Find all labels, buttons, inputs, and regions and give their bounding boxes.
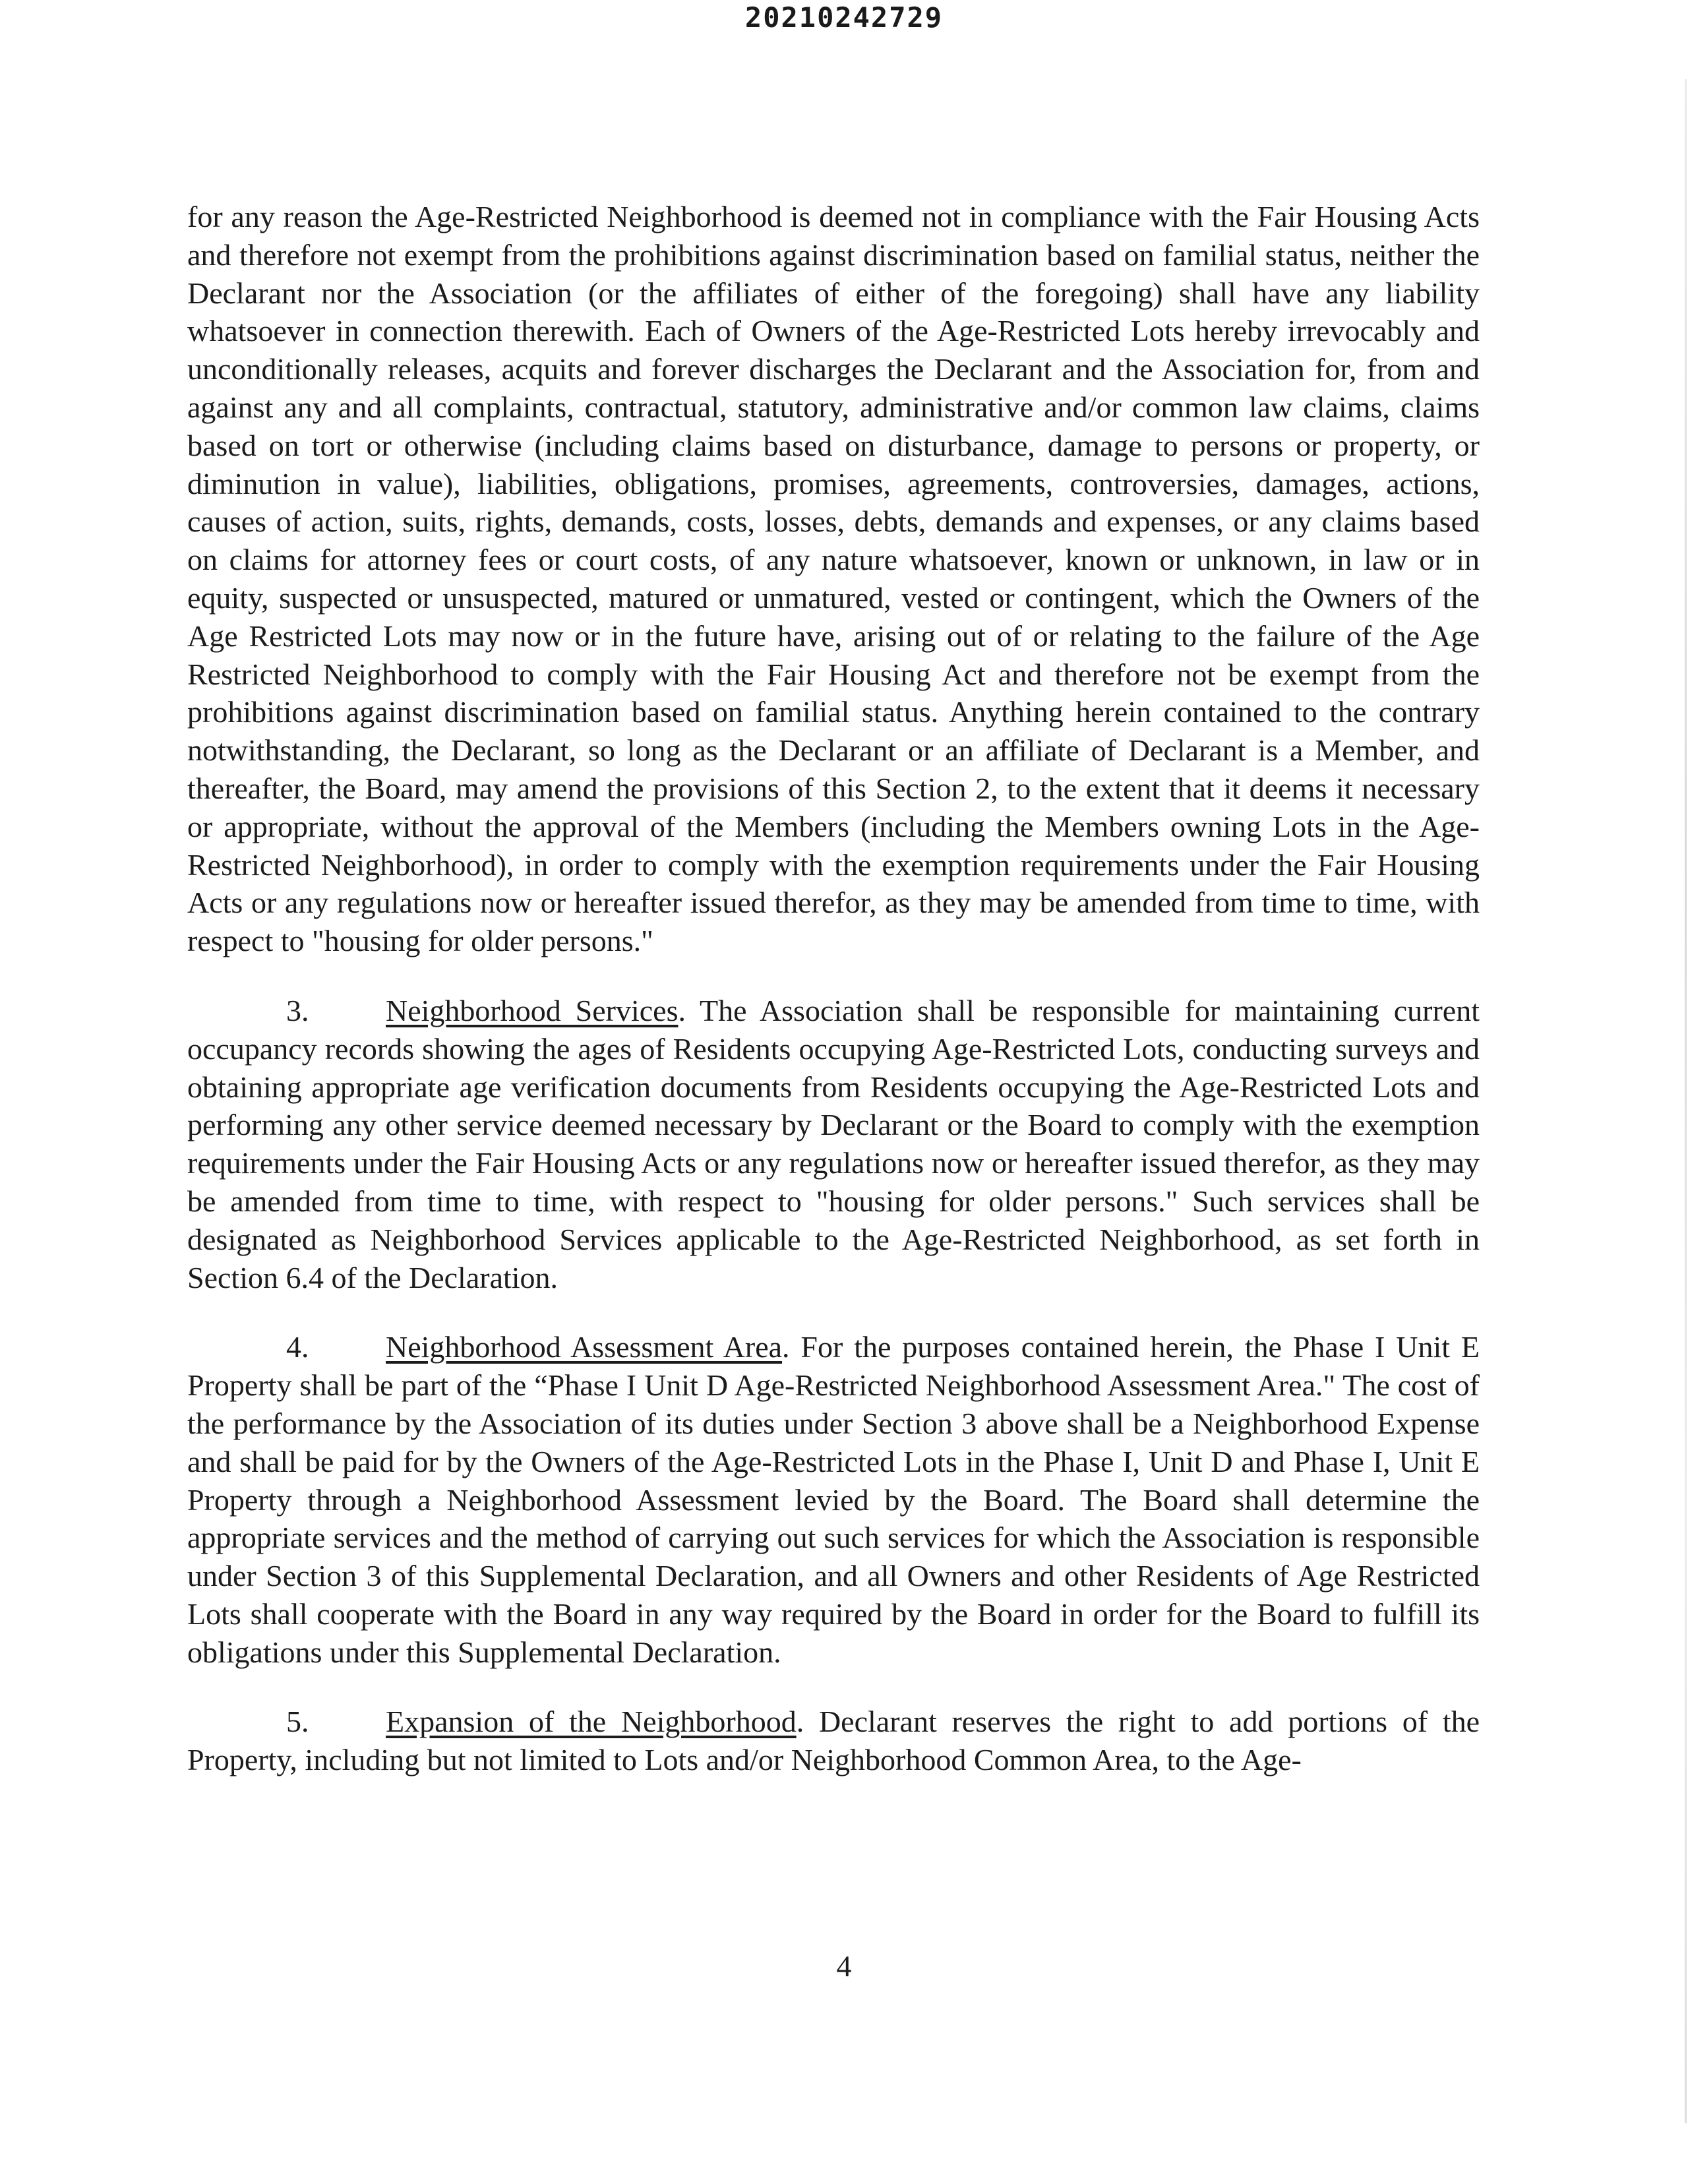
section-3-text: . The Association shall be responsible for maintaining current occupancy records showing the ages of Residents occupying Age-Restricted Lots, conducting surveys and obtaining appropriate age verification documents from Residents occupying the Age-Restricted Lots and performing any other service deemed necessary by Declarant or the Board to comply with the exemption requirements under the Fair Housing Acts or any regulations now or hereafter issued therefor, as they may be amended from time to time, with respect to "housing for older persons." Such services shall be designated as Neighborhood Services applicable to the Age-Restricted Neighborhood, as set forth in Section 6.4 of the Declaration. xyxy=(187,993,1480,1294)
document-number: 20210242729 xyxy=(744,1,944,34)
section-3-heading: Neighborhood Services xyxy=(386,993,678,1027)
section-3-paragraph xyxy=(187,992,1480,1296)
page-number: 4 xyxy=(836,1949,852,1983)
section-5-text: . Declarant reserves the right to add portions of the Property, including but not limited to Lots and/or Neighborhood Common Area, to the Age- xyxy=(187,1705,1480,1777)
section-3-number: 3. xyxy=(286,993,309,1027)
continuation-paragraph: for any reason the Age-Restricted Neighborhood is deemed not in compliance with the Fair Housing Acts and therefore not exempt from the prohibitions against discrimination based on familial status, neither the Declarant nor the Association (or the affiliates of either of the foregoing) shall have any liability whatsoever in connection therewith. Each of Owners of the Age-Restricted Lots hereby irrevocably and unconditionally releases, acquits and forever discharges the Declarant and the Association for, from and against any and all complaints, contractual, statutory, administrative and/or common law claims, claims based on tort or otherwise (including claims based on disturbance, damage to persons or property, or diminution in value), liabilities, obligations, promises, agreements, controversies, damages, actions, causes of action, suits, rights, demands, costs, losses, debts, demands and expenses, or any claims based on claims for attorney fees or court costs, of any nature whatsoever, known or unknown, in law or in equity, suspected or unsuspected, matured or unmatured, vested or contingent, which the Owners of the Age Restricted Lots may now or in the future have, arising out of or relating to the failure of the Age Restricted Neighborhood to comply with the Fair Housing Act and therefore not be exempt from the prohibitions against discrimination based on familial status. Anything herein contained to the contrary notwithstanding, the Declarant, so long as the Declarant or an affiliate of Declarant is a Member, and thereafter, the Board, may amend the provisions of this Section 2, to the extent that it deems it necessary or appropriate, without the approval of the Members (including the Members owning Lots in the Age-Restricted Neighborhood), in order to comply with the exemption requirements under the Fair Housing Acts or any regulations now or hereafter issued therefor, as they may be amended from time to time, with respect to "housing for older persons." xyxy=(187,200,1480,958)
section-4-text: . For the purposes contained herein, the Phase I Unit E Property shall be part of the “Phase I Unit D Age-Restricted Neighborhood Assessment Area." The cost of the performance by the Association of its duties under Section 3 above shall be a Neighborhood Expense and shall be paid for by the Owners of the Age-Restricted Lots in the Phase I, Unit D and Phase I, Unit E Property through a Neighborhood Assessment levied by the Board. The Board shall determine the appropriate services and the method of carrying out such services for which the Association is responsible under Section 3 of this Supplemental Declaration, and all Owners and other Residents of Age Restricted Lots shall cooperate with the Board in any way required by the Board in order for the Board to fulfill its obligations under this Supplemental Declaration. xyxy=(187,1330,1480,1669)
section-4-number: 4. xyxy=(286,1330,309,1364)
section-4-heading: Neighborhood Assessment Area xyxy=(386,1330,783,1364)
section-4-paragraph xyxy=(187,1328,1480,1671)
scan-edge-line xyxy=(1685,79,1687,2123)
section-5-number: 5. xyxy=(286,1705,309,1739)
document-body xyxy=(187,198,1480,1779)
section-5-paragraph xyxy=(187,1703,1480,1779)
section-5-heading: Expansion of the Neighborhood xyxy=(386,1705,797,1739)
